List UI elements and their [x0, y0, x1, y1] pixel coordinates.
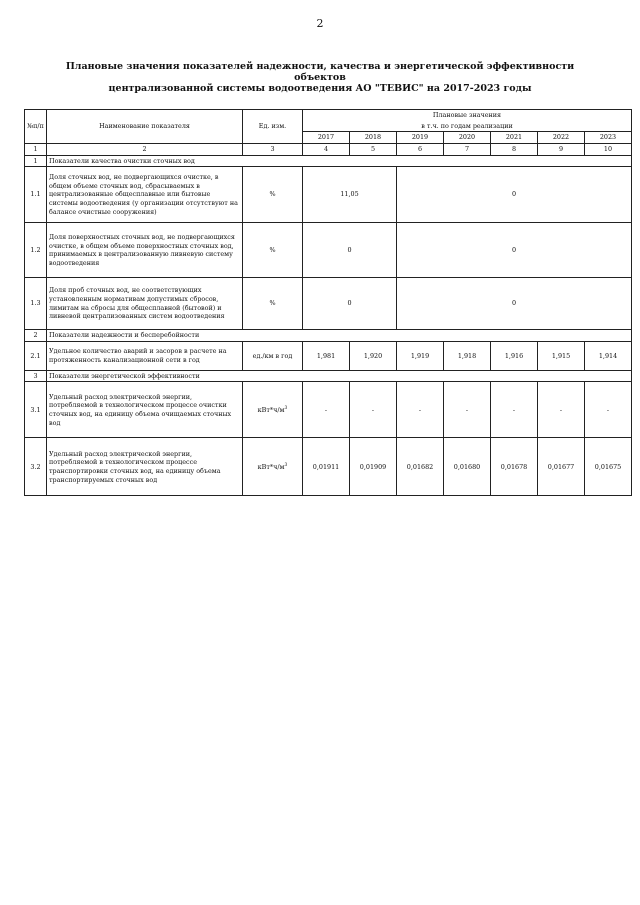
row-number: 1.2	[25, 223, 47, 278]
value-cell: 1,981	[303, 341, 350, 370]
column-number: 9	[538, 143, 585, 155]
section-number: 3	[25, 370, 47, 382]
table-row	[25, 438, 632, 496]
value-2019-2023: 0	[397, 278, 632, 330]
row-number: 2.1	[25, 341, 47, 370]
column-number: 7	[444, 143, 491, 155]
indicator-unit	[243, 382, 303, 438]
value-cell: 0,01677	[538, 438, 585, 496]
section-number: 1	[25, 155, 47, 167]
row-number: 3.1	[25, 382, 47, 438]
value-cell: 0,01909	[350, 438, 397, 496]
value-cell: -	[303, 382, 350, 438]
indicator-name: Доля сточных вод, не подвергающихся очистке, в общем объеме сточных вод, сбрасываемых в централизованные общесплавные или бытовые системы водоотведения (у организации отсутствуют на балансе очистные сооружения)	[47, 167, 243, 223]
value-cell: 0,01911	[303, 438, 350, 496]
value-2019-2023: 0	[397, 167, 632, 223]
header-year: 2017	[303, 132, 350, 144]
unit-text: кВт*ч/м	[257, 462, 285, 471]
value-2017: 0	[303, 223, 397, 278]
column-number: 5	[350, 143, 397, 155]
unit-exponent: 3	[284, 462, 288, 468]
table-row	[25, 382, 632, 438]
header-unit: Ед. изм.	[243, 110, 303, 144]
header-plan: Плановые значения	[303, 110, 632, 121]
indicator-unit: %	[243, 278, 303, 330]
header-name: Наименование показателя	[47, 110, 243, 144]
value-cell: 0,01682	[397, 438, 444, 496]
document-title-line-2: централизованной системы водоотведения АО "ТЕВИС" на 2017-2023 годы	[108, 83, 532, 94]
column-number: 6	[397, 143, 444, 155]
value-cell: 1,916	[491, 341, 538, 370]
indicator-unit: %	[243, 167, 303, 223]
table-row	[25, 278, 632, 330]
value-cell: -	[350, 382, 397, 438]
value-2019-2023: 0	[397, 223, 632, 278]
value-cell: 1,914	[585, 341, 632, 370]
indicator-name: Удельный расход электрической энергии, потребляемой в технологическом процессе транспортировки сточных вод, на единицу объема транспортируемых сточных вод	[47, 438, 243, 496]
header-num: №п/п	[25, 110, 47, 144]
column-number: 1	[25, 143, 47, 155]
indicator-name: Удельное количество аварий и засоров в расчете на протяженность канализационной сети в год	[47, 341, 243, 370]
value-cell: -	[491, 382, 538, 438]
value-cell: -	[585, 382, 632, 438]
column-number: 4	[303, 143, 350, 155]
document-title-line-1: Плановые значения показателей надежности, качества и энергетической эффективности объектов	[65, 61, 575, 83]
header-year: 2019	[397, 132, 444, 144]
column-number: 2	[47, 143, 243, 155]
section-row	[25, 155, 632, 167]
column-number: 8	[491, 143, 538, 155]
section-number: 2	[25, 330, 47, 342]
column-number: 3	[243, 143, 303, 155]
section-title: Показатели качества очистки сточных вод	[47, 155, 632, 167]
value-cell: 1,920	[350, 341, 397, 370]
column-number: 10	[585, 143, 632, 155]
row-number: 1.1	[25, 167, 47, 223]
indicator-unit	[243, 438, 303, 496]
header-year: 2023	[585, 132, 632, 144]
table-row	[25, 167, 632, 223]
value-cell: 1,918	[444, 341, 491, 370]
unit-text: кВт*ч/м	[257, 405, 285, 414]
value-cell: 1,919	[397, 341, 444, 370]
header-year: 2018	[350, 132, 397, 144]
indicator-unit: %	[243, 223, 303, 278]
value-cell: 0,01675	[585, 438, 632, 496]
value-2017: 11,05	[303, 167, 397, 223]
section-row	[25, 370, 632, 382]
table-row	[25, 341, 632, 370]
section-row	[25, 330, 632, 342]
indicator-name: Доля проб сточных вод, не соответствующих установленным нормативам допустимых сбросов, лимитам на сбросы для общесплавной (бытовой) и ливневой централизованных систем водоотведения	[47, 278, 243, 330]
value-cell: 0,01678	[491, 438, 538, 496]
header-year: 2022	[538, 132, 585, 144]
header-year: 2021	[491, 132, 538, 144]
page-number: 2	[316, 17, 324, 30]
value-2017: 0	[303, 278, 397, 330]
indicator-name: Доля поверхностных сточных вод, не подвергающихся очистке, в общем объеме поверхностных сточных вод, принимаемых в централизованную ливневую систему водоотведения	[47, 223, 243, 278]
row-number: 3.2	[25, 438, 47, 496]
value-cell: 1,915	[538, 341, 585, 370]
unit-exponent: 3	[284, 405, 288, 411]
indicator-unit: ед./км в год	[243, 341, 303, 370]
table-row	[25, 223, 632, 278]
value-cell: -	[397, 382, 444, 438]
section-title: Показатели надежности и бесперебойности	[47, 330, 632, 342]
header-year: 2020	[444, 132, 491, 144]
indicators-table	[24, 109, 632, 496]
column-number-row	[25, 143, 632, 155]
value-cell: -	[538, 382, 585, 438]
value-cell: -	[444, 382, 491, 438]
indicator-name: Удельный расход электрической энергии, потребляемой в технологическом процессе очистки сточных вод, на единицу объема очищаемых сточных вод	[47, 382, 243, 438]
row-number: 1.3	[25, 278, 47, 330]
section-title: Показатели энергетической эффективности	[47, 370, 632, 382]
value-cell: 0,01680	[444, 438, 491, 496]
header-plan-sub: в т.ч. по годам реализации	[303, 121, 632, 132]
